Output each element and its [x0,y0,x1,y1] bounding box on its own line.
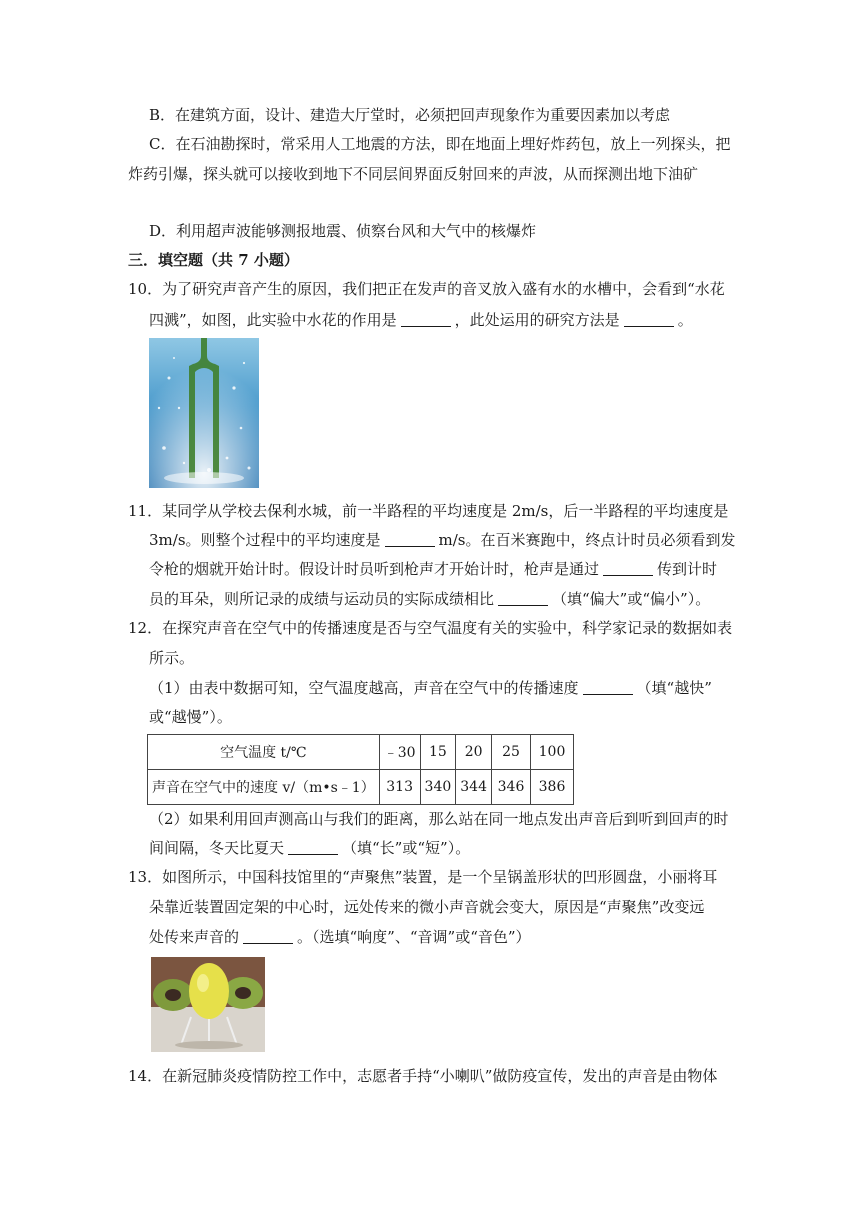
q11-text-f: （填“偏大”或“偏小”）。 [552,590,711,608]
table-row [148,735,574,770]
sound-focus-image [151,957,265,1052]
q12-sub1-line2: 或“越慢”）。 [149,708,232,726]
table-cell: 344 [456,770,492,805]
q10-text-a: 四溅”，如图，此实验中水花的作用是 [149,311,397,329]
q12-blank-2[interactable] [288,840,338,855]
table-row-header: 声音在空气中的速度 v/（m•s﹣1） [148,770,380,805]
table-cell: 100 [531,735,574,770]
q10-blank-2[interactable] [624,312,674,327]
q13-line2: 朵靠近装置固定架的中心时，远处传来的微小声音就会变大，原因是“声聚焦”改变远 [149,898,705,916]
table-cell: 386 [531,770,574,805]
table-cell: 340 [420,770,456,805]
q11-line2 [149,530,736,550]
q12-sub1-text-b: （填“越快” [636,679,712,697]
q13-blank-1[interactable] [243,929,293,944]
q11-text-c: 令枪的烟就开始计时。假设计时员听到枪声才开始计时，枪声是通过 [149,560,600,578]
q10-line1: 10．为了研究声音产生的原因，我们把正在发声的音叉放入盛有水的水槽中，会看到“水花 [128,280,725,298]
q14-line1: 14．在新冠肺炎疫情防控工作中，志愿者手持“小喇叭”做防疫宣传，发出的声音是由物体 [128,1067,718,1085]
q12-sub2-text-c: （填“长”或“短”）。 [342,839,471,857]
q11-blank-1[interactable] [385,532,435,547]
q12-sub2-text-b: 间间隔，冬天比夏天 [149,839,285,857]
table-row-header: 空气温度 t/℃ [148,735,380,770]
tuning-fork-illustration [149,338,259,488]
sound-focus-illustration [151,957,265,1052]
q11-text-a: 3m/s。则整个过程中的平均速度是 [149,531,381,549]
q10-text-b: ，此处运用的研究方法是 [454,311,620,329]
q11-blank-3[interactable] [498,591,548,606]
q13-text-b: 。（选填“响度”、“音调”或“音色”） [297,928,531,946]
tuning-fork-image [149,338,259,488]
q9-option-b: B．在建筑方面，设计、建造大厅堂时，必须把回声现象作为重要因素加以考虑 [149,106,671,124]
q11-text-b: m/s。在百米赛跑中，终点计时员必须看到发 [438,531,736,549]
q12-blank-1[interactable] [583,680,633,695]
q11-text-d: 传到计时 [657,560,718,578]
q12-sub2-line1: （2）如果利用回声测高山与我们的距离，那么站在同一地点发出声音后到听到回声的时 [149,810,729,828]
q13-line1: 13．如图所示，中国科技馆里的“声聚焦”装置，是一个呈锅盖形状的凹形圆盘，小丽将耳 [128,868,718,886]
q11-line3 [149,559,717,579]
table-cell: ﹣30 [379,735,420,770]
table-cell: 15 [420,735,456,770]
table-cell: 25 [492,735,531,770]
speed-temperature-table [147,734,574,805]
q13-line3 [149,927,531,947]
section-title: 三．填空题（共 7 小题） [128,251,299,269]
q9-option-c-line1: C．在石油勘探时，常采用人工地震的方法，即在地面上埋好炸药包，放上一列探头，把 [149,135,731,153]
table-cell: 313 [379,770,420,805]
q13-text-a: 处传来声音的 [149,928,240,946]
q11-blank-2[interactable] [603,561,653,576]
q11-text-e: 员的耳朵，则所记录的成绩与运动员的实际成绩相比 [149,590,495,608]
table-cell: 20 [456,735,492,770]
table-cell: 346 [492,770,531,805]
q12-sub2-line2 [149,838,470,858]
q12-sub1-line1 [149,678,712,698]
q10-line2 [149,310,693,330]
table-row [148,770,574,805]
q12-line2: 所示。 [149,649,195,667]
q9-option-d: D．利用超声波能够测报地震、侦察台风和大气中的核爆炸 [149,222,537,240]
q9-option-c-line2: 炸药引爆，探头就可以接收到地下不同层间界面反射回来的声波，从而探测出地下油矿 [128,165,699,183]
q11-line1: 11．某同学从学校去保利水城，前一半路程的平均速度是 2m/s，后一半路程的平均速度是 [128,502,729,520]
q10-text-c: 。 [677,311,693,329]
q10-blank-1[interactable] [401,312,451,327]
q11-line4 [149,589,710,609]
q12-line1: 12．在探究声音在空气中的传播速度是否与空气温度有关的实验中，科学家记录的数据如表 [128,619,733,637]
q12-sub1-text-a: （1）由表中数据可知，空气温度越高，声音在空气中的传播速度 [149,679,579,697]
